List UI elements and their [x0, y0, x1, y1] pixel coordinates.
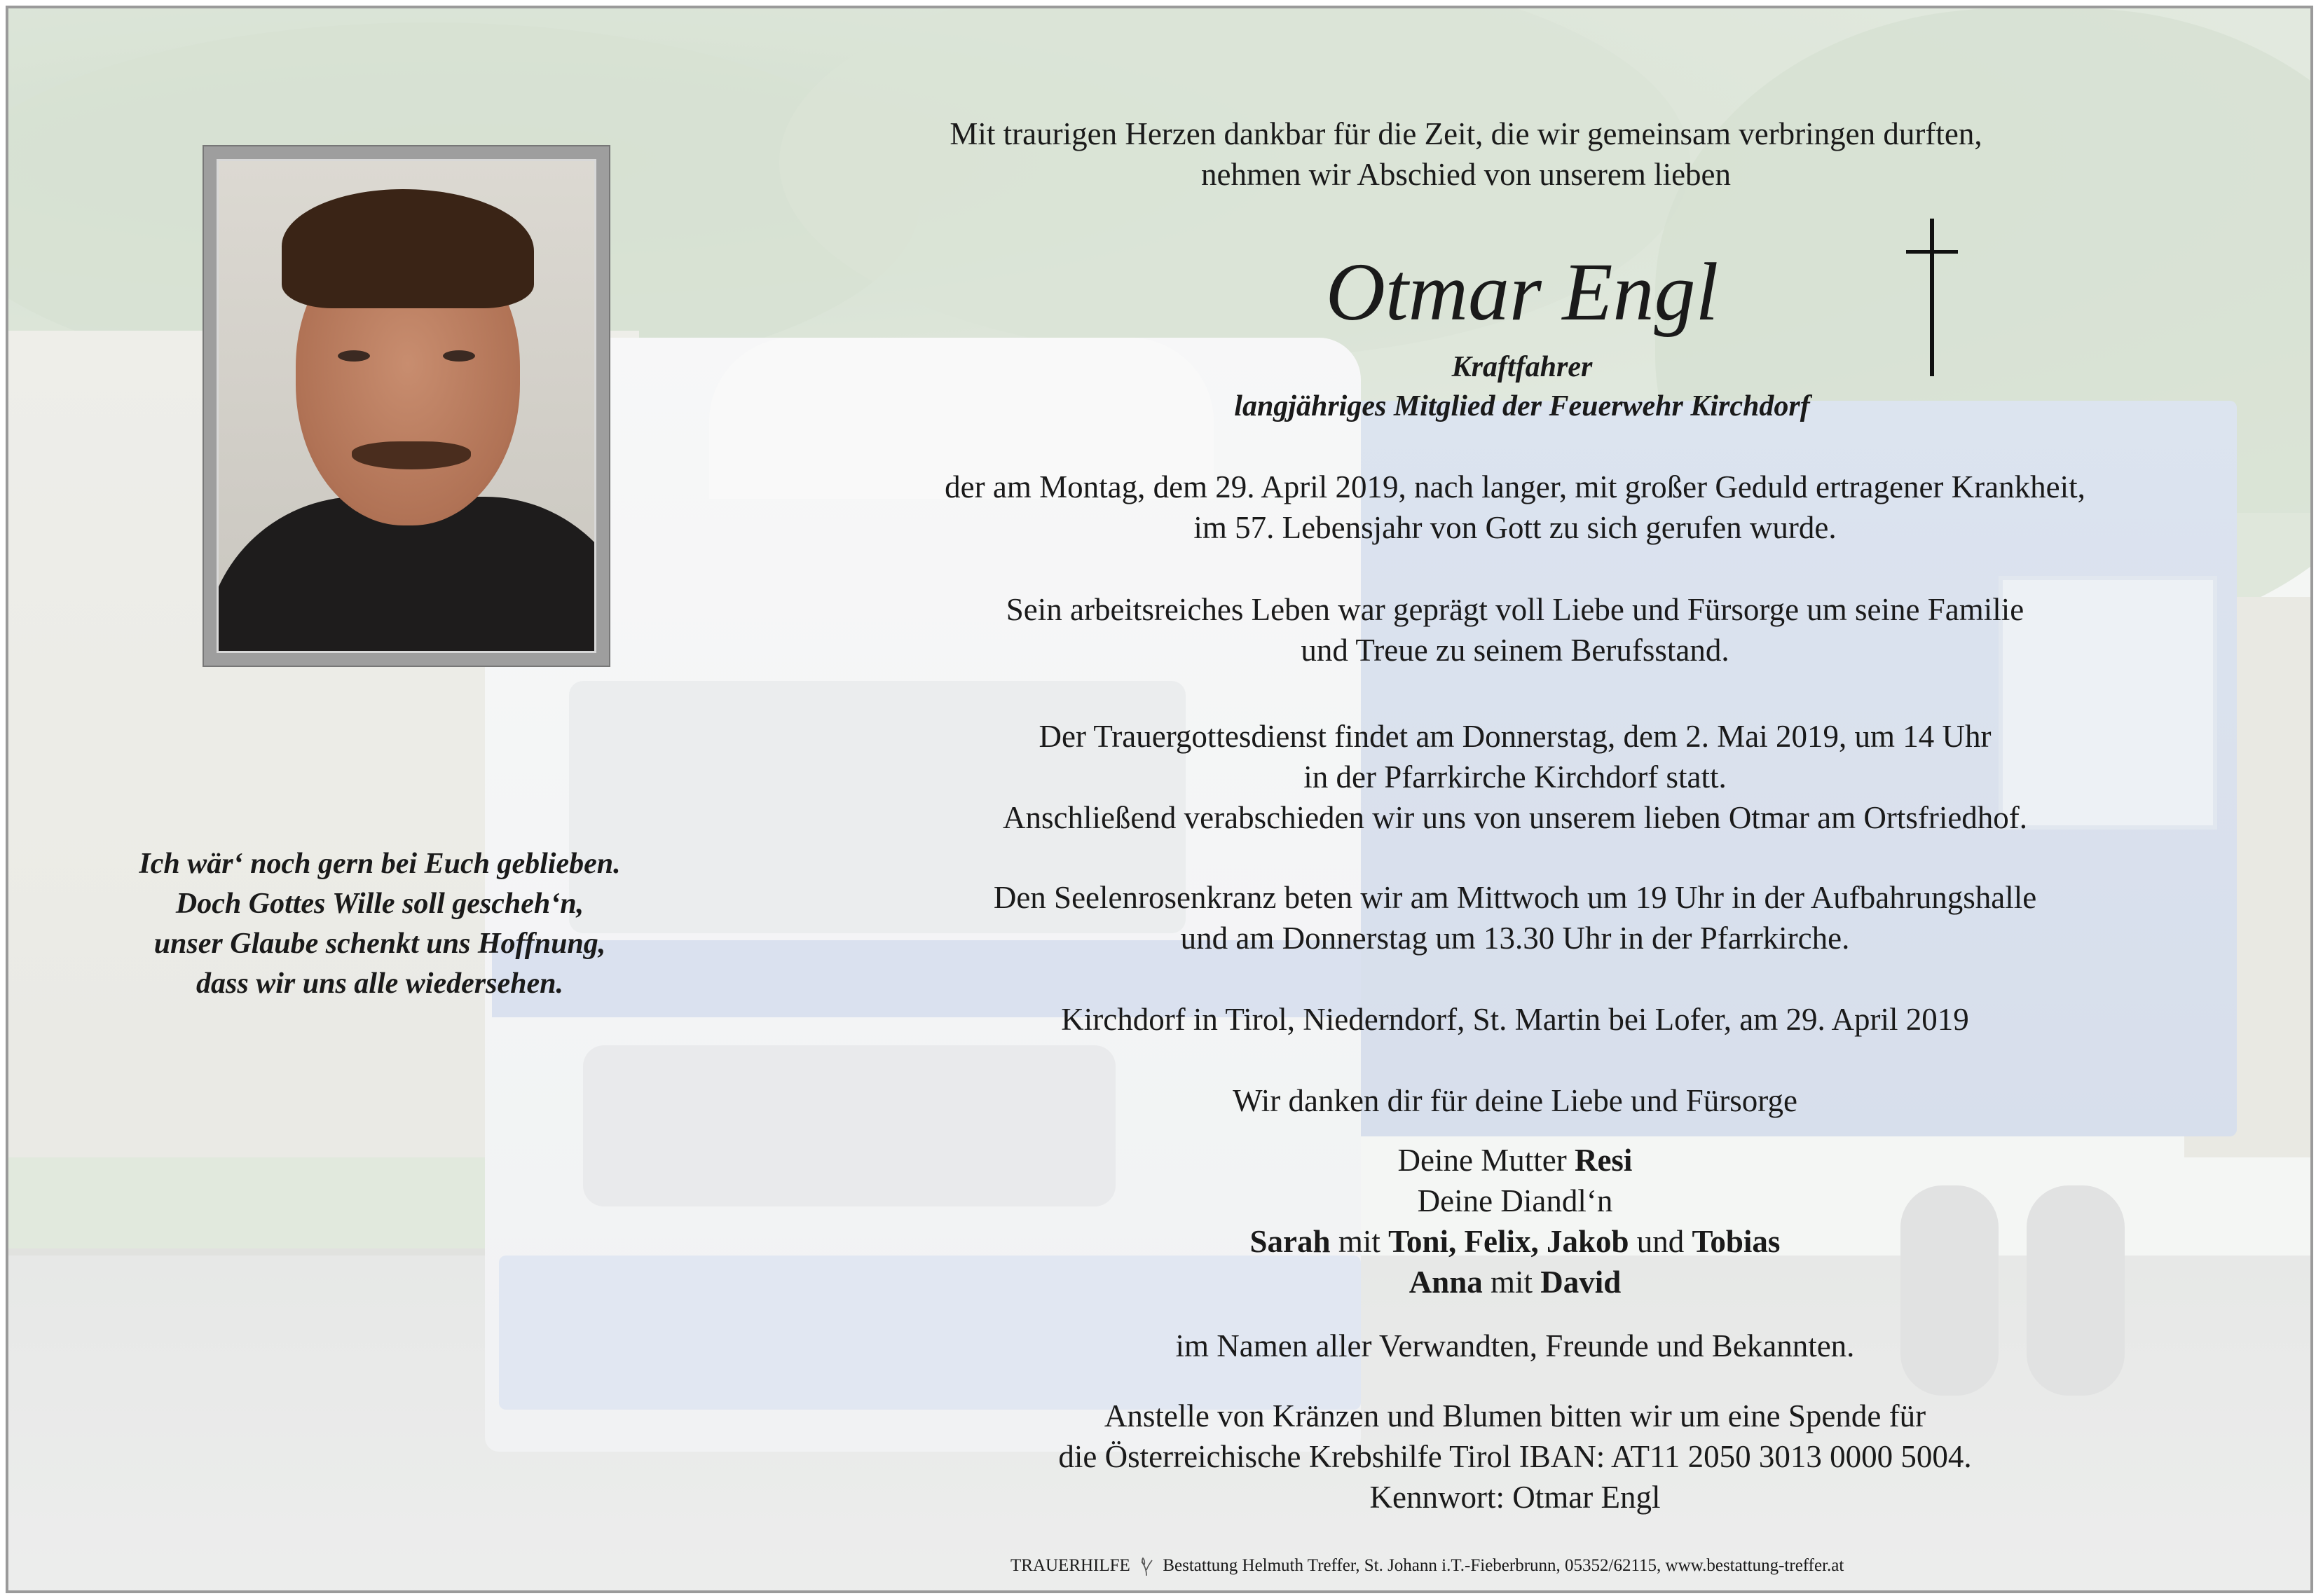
relatives-line: im Namen aller Verwandten, Freunde und Bekannten.: [1175, 1328, 1855, 1363]
membership: langjähriges Mitglied der Feuerwehr Kirchdorf: [1234, 390, 1810, 422]
footer-text: Bestattung Helmuth Treffer, St. Johann i.T.-Fieberbrunn, 05352/62115, www.bestattung-treffer.at: [1163, 1556, 1844, 1575]
family-diandl: Deine Diandl‘n: [1417, 1183, 1613, 1218]
place-date: Kirchdorf in Tirol, Niederndorf, St. Martin bei Lofer, am 29. April 2019: [1061, 1002, 1969, 1037]
poem: Ich wär‘ noch gern bei Euch geblieben. Doch Gottes Wille soll gescheh‘n, unser Glaube schenkt uns Hoffnung, dass wir uns alle wiedersehen.: [139, 848, 621, 1000]
occupation: Kraftfahrer: [1451, 351, 1593, 383]
death-notice: der am Montag, dem 29. April 2019, nach langer, mit großer Geduld ertragener Krankheit, im 57. Lebensjahr von Gott zu sich gerufen wurde.: [945, 469, 2085, 545]
funeral-info: Der Trauergottesdienst findet am Donnerstag, dem 2. Mai 2019, um 14 Uhr in der Pfarrkirche Kirchdorf statt. Anschließend verabschieden wir uns von unserem lieben Otmar am Ortsfriedhof.: [1002, 719, 2028, 835]
family-list: [919, 1140, 2111, 1302]
flower-logo-icon: [1139, 1556, 1154, 1577]
parte-card: [6, 6, 2313, 1593]
cross-icon-bar: [1906, 250, 1958, 254]
life-text: Sein arbeitsreiches Leben war geprägt voll Liebe und Fürsorge um seine Familie und Treue zu seinem Berufsstand.: [1006, 592, 2024, 668]
intro-text: Mit traurigen Herzen dankbar für die Zeit, die wir gemeinsam verbringen durften, nehmen wir Abschied von unserem lieben: [950, 116, 1982, 192]
footer: [1010, 1555, 2048, 1577]
footer-label: TRAUERHILFE: [1010, 1556, 1130, 1575]
family-line-3: Sarah mit Toni, Felix, Jakob und Tobias: [1249, 1224, 1781, 1259]
rosary-info: Den Seelenrosenkranz beten wir am Mittwoch um 19 Uhr in der Aufbahrungshalle und am Donnerstag um 13.30 Uhr in der Pfarrkirche.: [993, 880, 2037, 956]
family-mother: Deine Mutter Resi: [1397, 1143, 1633, 1178]
family-line-4: Anna mit David: [1409, 1265, 1622, 1300]
subtitle: [1060, 348, 1985, 426]
deceased-name: Otmar Engl: [1325, 246, 1719, 338]
thanks-line: Wir danken dir für deine Liebe und Fürsorge: [1233, 1083, 1797, 1118]
donation-info: Anstelle von Kränzen und Blumen bitten wir um eine Spende für die Österreichische Krebshilfe Tirol IBAN: AT11 2050 3013 0000 5004. Kennwort: Otmar Engl: [1058, 1398, 1972, 1515]
portrait-photo: [203, 145, 610, 667]
